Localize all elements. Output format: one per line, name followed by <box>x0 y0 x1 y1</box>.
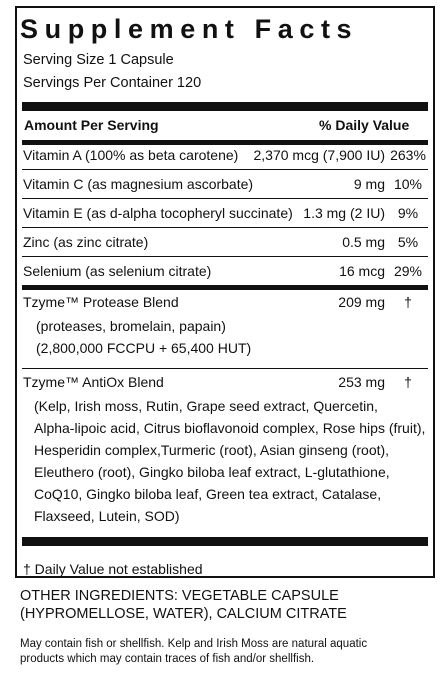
nutrient-daily-value: 263% <box>390 147 426 163</box>
nutrient-daily-value: 10% <box>393 176 423 192</box>
nutrient-daily-value: 29% <box>393 263 423 279</box>
blend-detail: Alpha-lipoic acid, Citrus bioflavonoid complex, Rose hips (fruit), <box>34 420 426 436</box>
blend-row-antiox <box>23 374 427 394</box>
row-divider <box>22 256 428 257</box>
blend-detail: (2,800,000 FCCPU + 65,400 HUT) <box>36 340 252 356</box>
nutrient-row <box>23 234 427 254</box>
nutrient-amount: 16 mcg <box>339 263 385 279</box>
header-amount-per-serving: Amount Per Serving <box>24 117 159 133</box>
blend-amount: 253 mg <box>338 374 385 390</box>
nutrient-row <box>23 176 427 196</box>
blend-detail: (Kelp, Irish moss, Rutin, Grape seed extract, Quercetin, <box>34 398 378 414</box>
nutrient-row <box>23 205 427 225</box>
warning-line: May contain fish or shellfish. Kelp and Irish Moss are natural aquatic <box>20 638 368 650</box>
medium-divider <box>22 140 428 145</box>
nutrient-row <box>23 147 427 167</box>
nutrient-daily-value: 5% <box>397 234 419 250</box>
row-divider <box>22 368 428 369</box>
nutrient-daily-value: 9% <box>397 205 419 221</box>
dagger-symbol: † <box>404 374 412 390</box>
other-ingredients-line: (HYPROMELLOSE, WATER), CALCIUM CITRATE <box>20 606 347 622</box>
blend-detail: CoQ10, Gingko biloba leaf, Green tea extract, Catalase, <box>34 486 382 502</box>
blend-detail: (proteases, bromelain, papain) <box>36 318 226 334</box>
nutrient-name: Zinc (as zinc citrate) <box>23 234 149 250</box>
nutrient-amount: 9 mg <box>353 176 385 192</box>
nutrient-name: Vitamin C (as magnesium ascorbate) <box>23 176 254 192</box>
nutrient-name: Vitamin A (100% as beta carotene) <box>23 147 239 163</box>
nutrient-amount: 2,370 mcg (7,900 IU) <box>253 147 385 163</box>
blend-detail: Flaxseed, Lutein, SOD) <box>34 508 180 524</box>
row-divider <box>22 169 428 170</box>
thick-divider <box>22 537 428 546</box>
row-divider <box>22 227 428 228</box>
nutrient-row <box>23 263 427 283</box>
servings-per-container: Servings Per Container 120 <box>23 75 202 91</box>
other-ingredients-line: OTHER INGREDIENTS: VEGETABLE CAPSULE <box>20 588 339 604</box>
panel-title: Supplement Facts <box>20 14 359 44</box>
blend-amount: 209 mg <box>338 294 385 310</box>
blend-detail: Eleuthero (root), Gingko biloba leaf extract, L-glutathione, <box>34 464 390 480</box>
nutrient-name: Vitamin E (as d-alpha tocopheryl succinate) <box>23 205 293 221</box>
supplement-facts-panel <box>15 6 435 578</box>
other-ingredients <box>20 587 347 623</box>
medium-divider <box>22 285 428 290</box>
row-divider <box>22 198 428 199</box>
footnote: † Daily Value not established <box>23 561 203 577</box>
header-daily-value: % Daily Value <box>319 117 410 133</box>
blend-name: Tzyme™ AntiOx Blend <box>23 374 164 390</box>
thick-divider <box>22 102 428 111</box>
warning-line: products which may contain traces of fish and/or shellfish. <box>20 653 315 665</box>
allergen-warning <box>20 637 367 667</box>
blend-detail: Hesperidin complex,Turmeric (root), Asian ginseng (root), <box>34 442 390 458</box>
dagger-symbol: † <box>404 294 412 310</box>
nutrient-name: Selenium (as selenium citrate) <box>23 263 212 279</box>
blend-name: Tzyme™ Protease Blend <box>23 294 179 310</box>
serving-size: Serving Size 1 Capsule <box>23 52 174 68</box>
nutrient-amount: 0.5 mg <box>342 234 385 250</box>
blend-row-protease <box>23 294 427 314</box>
nutrient-amount: 1.3 mg (2 IU) <box>303 205 385 221</box>
